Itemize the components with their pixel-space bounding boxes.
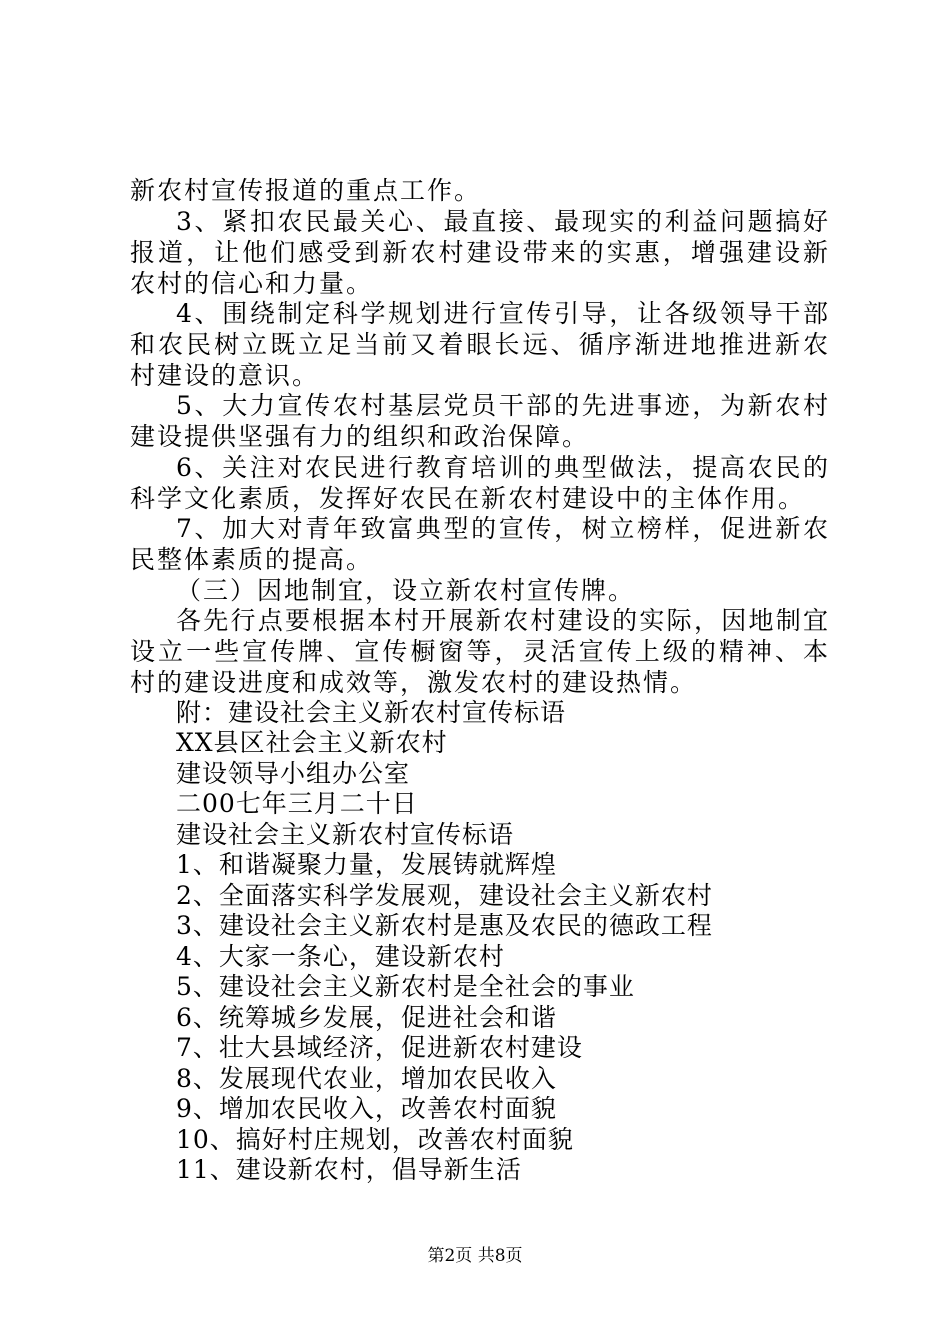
slogan-item: 5、建设社会主义新农村是全社会的事业 <box>176 972 635 1001</box>
slogan-item: 10、搞好村庄规划，改善农村面貌 <box>176 1125 574 1154</box>
slogan-title: 建设社会主义新农村宣传标语 <box>176 820 515 849</box>
slogan-item: 8、发展现代农业，增加农民收入 <box>176 1064 557 1093</box>
paragraph-item-7: 7、加大对青年致富典型的宣传，树立榜样，促进新农民整体素质的提高。 <box>130 514 830 574</box>
slogan-item: 4、大家一条心，建设新农村 <box>176 942 505 971</box>
issue-date: 二00七年三月二十日 <box>176 789 418 818</box>
slogan-item: 9、增加农民收入，改善农村面貌 <box>176 1094 557 1123</box>
paragraph-item-5: 5、大力宣传农村基层党员干部的先进事迹，为新农村建设提供坚强有力的组织和政治保障。 <box>130 391 830 451</box>
issuer-line-2: 建设领导小组办公室 <box>176 759 411 788</box>
paragraph-item-3: 3、紧扣农民最关心、最直接、最现实的利益问题搞好报道，让他们感受到新农村建设带来的实惠，增强建设新农村的信心和力量。 <box>130 207 830 298</box>
section-heading-3: （三）因地制宜，设立新农村宣传牌。 <box>176 576 636 605</box>
slogan-item: 1、和谐凝聚力量，发展铸就辉煌 <box>176 850 557 879</box>
slogan-item: 7、壮大县域经济，促进新农村建设 <box>176 1033 583 1062</box>
paragraph-item-6: 6、关注对农民进行教育培训的典型做法，提高农民的科学文化素质，发挥好农民在新农村建设中的主体作用。 <box>130 453 830 513</box>
paragraph-continuation: 新农村宣传报道的重点工作。 <box>130 176 482 205</box>
paragraph-signboards: 各先行点要根据本村开展新农村建设的实际，因地制宜设立一些宣传牌、宣传橱窗等，灵活宣传上级的精神、本村的建设进度和成效等，激发农村的建设热情。 <box>130 606 830 697</box>
paragraph-item-4: 4、围绕制定科学规划进行宣传引导，让各级领导干部和农民树立既立足当前又着眼长远、循序渐进地推进新农村建设的意识。 <box>130 299 830 390</box>
page-number-footer: 第2页 共8页 <box>427 1246 523 1266</box>
slogan-item: 2、全面落实科学发展观，建设社会主义新农村 <box>176 881 713 910</box>
slogan-item: 6、统筹城乡发展，促进社会和谐 <box>176 1003 557 1032</box>
slogan-item: 11、建设新农村，倡导新生活 <box>176 1155 522 1184</box>
slogan-item: 3、建设社会主义新农村是惠及农民的德政工程 <box>176 911 713 940</box>
appendix-note: 附：建设社会主义新农村宣传标语 <box>176 698 567 727</box>
issuer-line-1: XX县区社会主义新农村 <box>176 728 448 757</box>
